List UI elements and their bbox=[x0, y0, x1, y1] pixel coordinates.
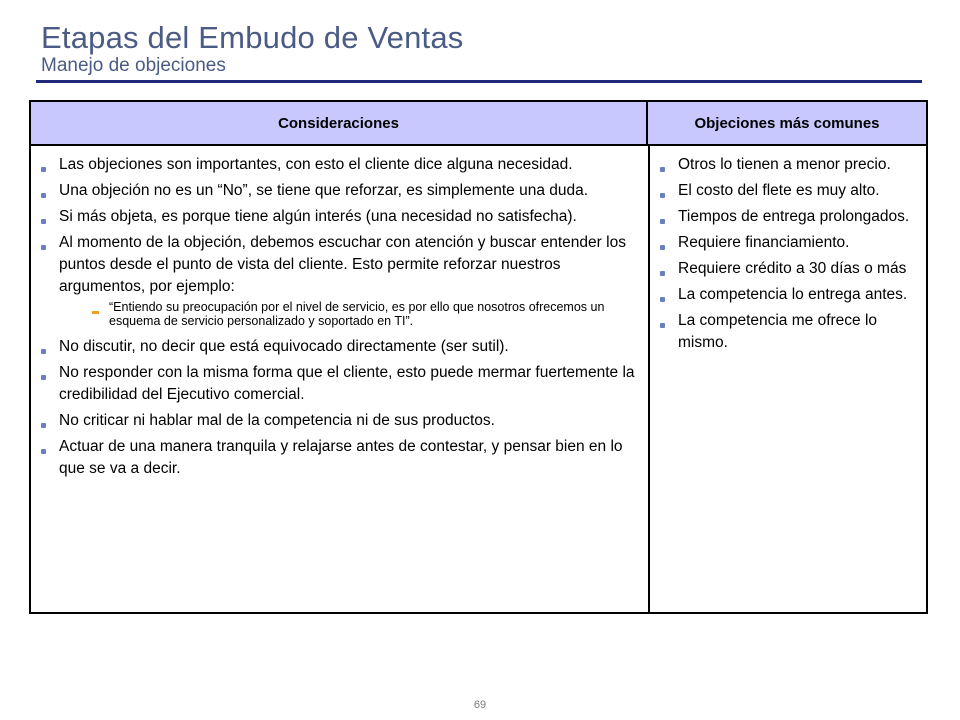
bullet-icon bbox=[660, 193, 665, 198]
list-item: Requiere crédito a 30 días o más bbox=[658, 258, 920, 280]
common-objections-column bbox=[658, 154, 920, 358]
list-item: Si más objeta, es porque tiene algún interés (una necesidad no satisfecha). bbox=[39, 206, 643, 228]
list-item: El costo del flete es muy alto. bbox=[658, 180, 920, 202]
list-item: Una objeción no es un “No”, se tiene que reforzar, es simplemente una duda. bbox=[39, 180, 643, 202]
bullet-icon bbox=[660, 297, 665, 302]
objections-list bbox=[658, 154, 920, 354]
list-item: Otros lo tienen a menor precio. bbox=[658, 154, 920, 176]
bullet-icon bbox=[41, 423, 46, 428]
objections-table bbox=[29, 100, 928, 614]
bullet-icon bbox=[41, 449, 46, 454]
column-header-common-objections: Objeciones más comunes bbox=[648, 102, 926, 146]
page-number: 69 bbox=[473, 699, 487, 711]
bullet-icon bbox=[660, 245, 665, 250]
considerations-list bbox=[39, 154, 643, 480]
bullet-icon bbox=[660, 271, 665, 276]
list-item: La competencia me ofrece lo mismo. bbox=[658, 310, 920, 354]
list-item: No criticar ni hablar mal de la competencia ni de sus productos. bbox=[39, 410, 643, 432]
bullet-icon bbox=[41, 193, 46, 198]
sub-list-item: “Entiendo su preocupación por el nivel de servicio, es por ello que nosotros ofrecemos un esquema de servicio personalizado y soportado en TI”. bbox=[87, 300, 643, 328]
bullet-icon bbox=[41, 375, 46, 380]
bullet-icon bbox=[660, 323, 665, 328]
bullet-icon bbox=[660, 219, 665, 224]
list-item: No discutir, no decir que está equivocado directamente (ser sutil). bbox=[39, 336, 643, 358]
considerations-column bbox=[39, 154, 643, 484]
list-item: Actuar de una manera tranquila y relajarse antes de contestar, y pensar bien en lo que se va a decir. bbox=[39, 436, 643, 480]
list-item: Requiere financiamiento. bbox=[658, 232, 920, 254]
list-item: No responder con la misma forma que el cliente, esto puede mermar fuertemente la credibilidad del Ejecutivo comercial. bbox=[39, 362, 643, 406]
column-divider bbox=[648, 146, 650, 612]
title-divider bbox=[36, 80, 922, 83]
page-title: Etapas del Embudo de Ventas bbox=[41, 20, 464, 55]
bullet-icon bbox=[41, 219, 46, 224]
bullet-icon bbox=[41, 349, 46, 354]
bullet-icon bbox=[41, 245, 46, 250]
list-item: La competencia lo entrega antes. bbox=[658, 284, 920, 306]
dash-icon bbox=[92, 311, 99, 314]
bullet-icon bbox=[660, 167, 665, 172]
page-subtitle: Manejo de objeciones bbox=[41, 55, 226, 76]
list-item: Tiempos de entrega prolongados. bbox=[658, 206, 920, 228]
list-item: Al momento de la objeción, debemos escuchar con atención y buscar entender los puntos desde el punto de vista del cliente. Esto permite reforzar nuestros argumentos, por ejemplo: bbox=[39, 232, 643, 298]
column-header-considerations: Consideraciones bbox=[31, 102, 648, 146]
bullet-icon bbox=[41, 167, 46, 172]
list-item: Las objeciones son importantes, con esto el cliente dice alguna necesidad. bbox=[39, 154, 643, 176]
